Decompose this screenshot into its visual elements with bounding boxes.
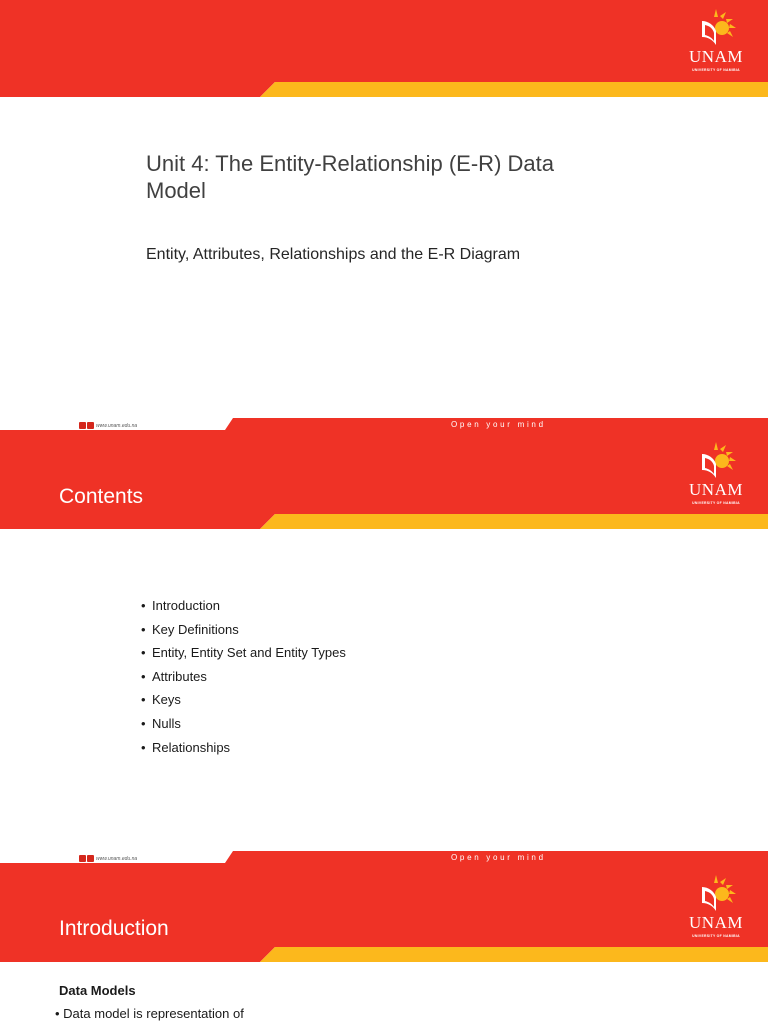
unam-logo [686, 871, 746, 941]
slide-3 [0, 866, 768, 1024]
header-band-yellow [260, 82, 768, 97]
slide-2 [0, 433, 768, 866]
list-item: • Introduction [141, 596, 346, 620]
intro-bullet: • Data model is representation of [55, 1006, 244, 1021]
sun-book-icon [686, 871, 746, 915]
slide-heading: Contents [59, 485, 144, 508]
list-item: • Keys [141, 690, 346, 714]
list-item: • Nulls [141, 714, 346, 738]
sun-book-icon [686, 438, 746, 482]
logo-subtitle: UNIVERSITY OF NAMIBIA [692, 501, 740, 505]
logo-wordmark: UNAM [689, 913, 743, 932]
slide-title: Unit 4: The Entity-Relationship (E-R) Data Model [146, 151, 554, 203]
twitter-icon [87, 422, 94, 429]
logo-subtitle: UNIVERSITY OF NAMIBIA [692, 934, 740, 938]
list-item: • Relationships [141, 738, 346, 762]
footer-url: www.unam.edu.na [96, 423, 138, 429]
footer-url: www.unam.edu.na [96, 856, 138, 862]
logo-subtitle: UNIVERSITY OF NAMIBIA [692, 68, 740, 72]
logo-wordmark: UNAM [689, 47, 743, 66]
header-band-yellow [260, 947, 768, 962]
header-band-yellow [260, 514, 768, 529]
slide-1-background [0, 0, 768, 433]
unam-logo [686, 5, 746, 75]
unam-logo [686, 438, 746, 508]
intro-bullet-text: Data model is representation of [63, 1006, 244, 1021]
footer-tagline: Open your mind [451, 853, 546, 862]
slide-1 [0, 0, 768, 433]
section-label: Data Models [59, 983, 136, 998]
footer-tagline: Open your mind [451, 420, 546, 429]
list-item: • Entity, Entity Set and Entity Types [141, 643, 346, 667]
contents-list [141, 596, 346, 761]
slide-subtitle: Entity, Attributes, Relationships and the E-R Diagram [146, 246, 521, 263]
sun-book-icon [686, 5, 746, 49]
list-item: • Attributes [141, 667, 346, 691]
slide-3-background [0, 866, 768, 1024]
logo-wordmark: UNAM [689, 480, 743, 499]
twitter-icon [87, 855, 94, 862]
facebook-icon [79, 855, 86, 862]
slide-heading: Introduction [59, 917, 169, 940]
facebook-icon [79, 422, 86, 429]
list-item: • Key Definitions [141, 620, 346, 644]
